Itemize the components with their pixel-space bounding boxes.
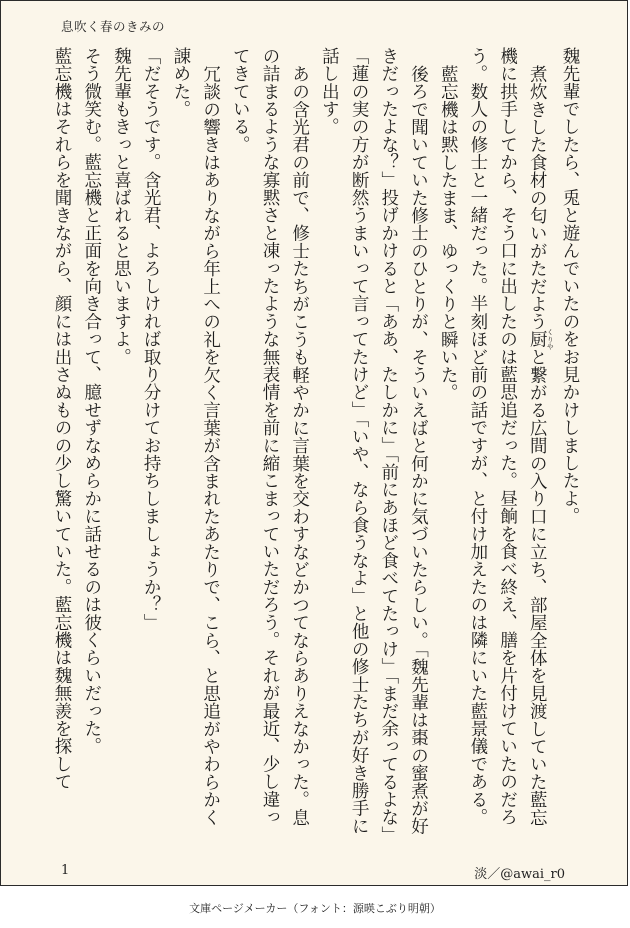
- paragraph: 冗談の響きはありながら年上への礼を欠く言葉が含まれたあたりで、こら、と思追がやわらかく諌めた。: [170, 47, 221, 826]
- paragraph: 魏先輩もきっと喜ばれると思いますよ。: [111, 47, 132, 366]
- paragraph: そう微笑む。藍忘機と正面を向き合って、臆せずなめらかに話せるのは彼くらいだった。: [81, 47, 102, 755]
- paragraph: 藍忘機は黙したまま、ゆっくりと瞬いた。: [438, 64, 459, 401]
- paragraph: 「だそうです。含光君、よろしければ取り分けてお持ちしましょうか？」: [141, 47, 162, 632]
- paragraph: 藍忘機はそれらを聞きながら、顔には出さぬものの少し驚いていた。藍忘機は魏無羨を探して: [52, 47, 73, 791]
- paragraph: [462, 47, 554, 837]
- page-title: 息吹く春のきみの: [61, 19, 166, 34]
- text-run: 煮炊きした食材の匂いがただよう: [527, 64, 548, 330]
- author-credit: 淡／@awai_r0: [474, 867, 565, 882]
- ruby-kitchen: [527, 328, 555, 350]
- ruby-reading: くりや: [546, 328, 555, 350]
- paragraph: あの含光君の前で、修士たちがこうも軽やかに言葉を交わすなどかつてならありえなかった。息の詰まるような寡黙さと凍ったような無表情を前に縮こまっていただろう。それが最近、少し違ってきている。: [230, 47, 310, 826]
- paragraph: 魏先輩でしたら、兎と遊んでいたのをお見かけしましたよ。: [560, 47, 580, 525]
- page-number: 1: [61, 863, 70, 878]
- paragraph: 後ろで聞いていた修士のひとりが、そういえばと何かに気づいたらしい。「魏先輩は棗の蜜煮が好きだったよな？」投げかけると「ああ、たしかに」「前にあほど食べてたっけ」「まだ余ってるよな」「蓮の実の方が断然うまいって言ってたけど」「いや、なら食うなよ」と他の修士たちが好き勝手に話し出す。: [319, 47, 429, 835]
- ruby-base: 厨: [527, 328, 548, 350]
- vertical-body-text: [49, 47, 584, 837]
- text-run: と繋がる広間の入り口に立ち、部屋全体を見渡していた藍忘機に拱手してから、そう口に出したのは藍思追だった。昼餉を食べ終え、膳を片付けていたのだろう。数人の修士と一緒だった。半刻ほど前の話ですが、と付け加えたのは隣にいた藍景儀である。: [467, 47, 548, 826]
- generator-caption: 文庫ページメーカー（フォント：源暎こぶり明朝）: [189, 902, 441, 915]
